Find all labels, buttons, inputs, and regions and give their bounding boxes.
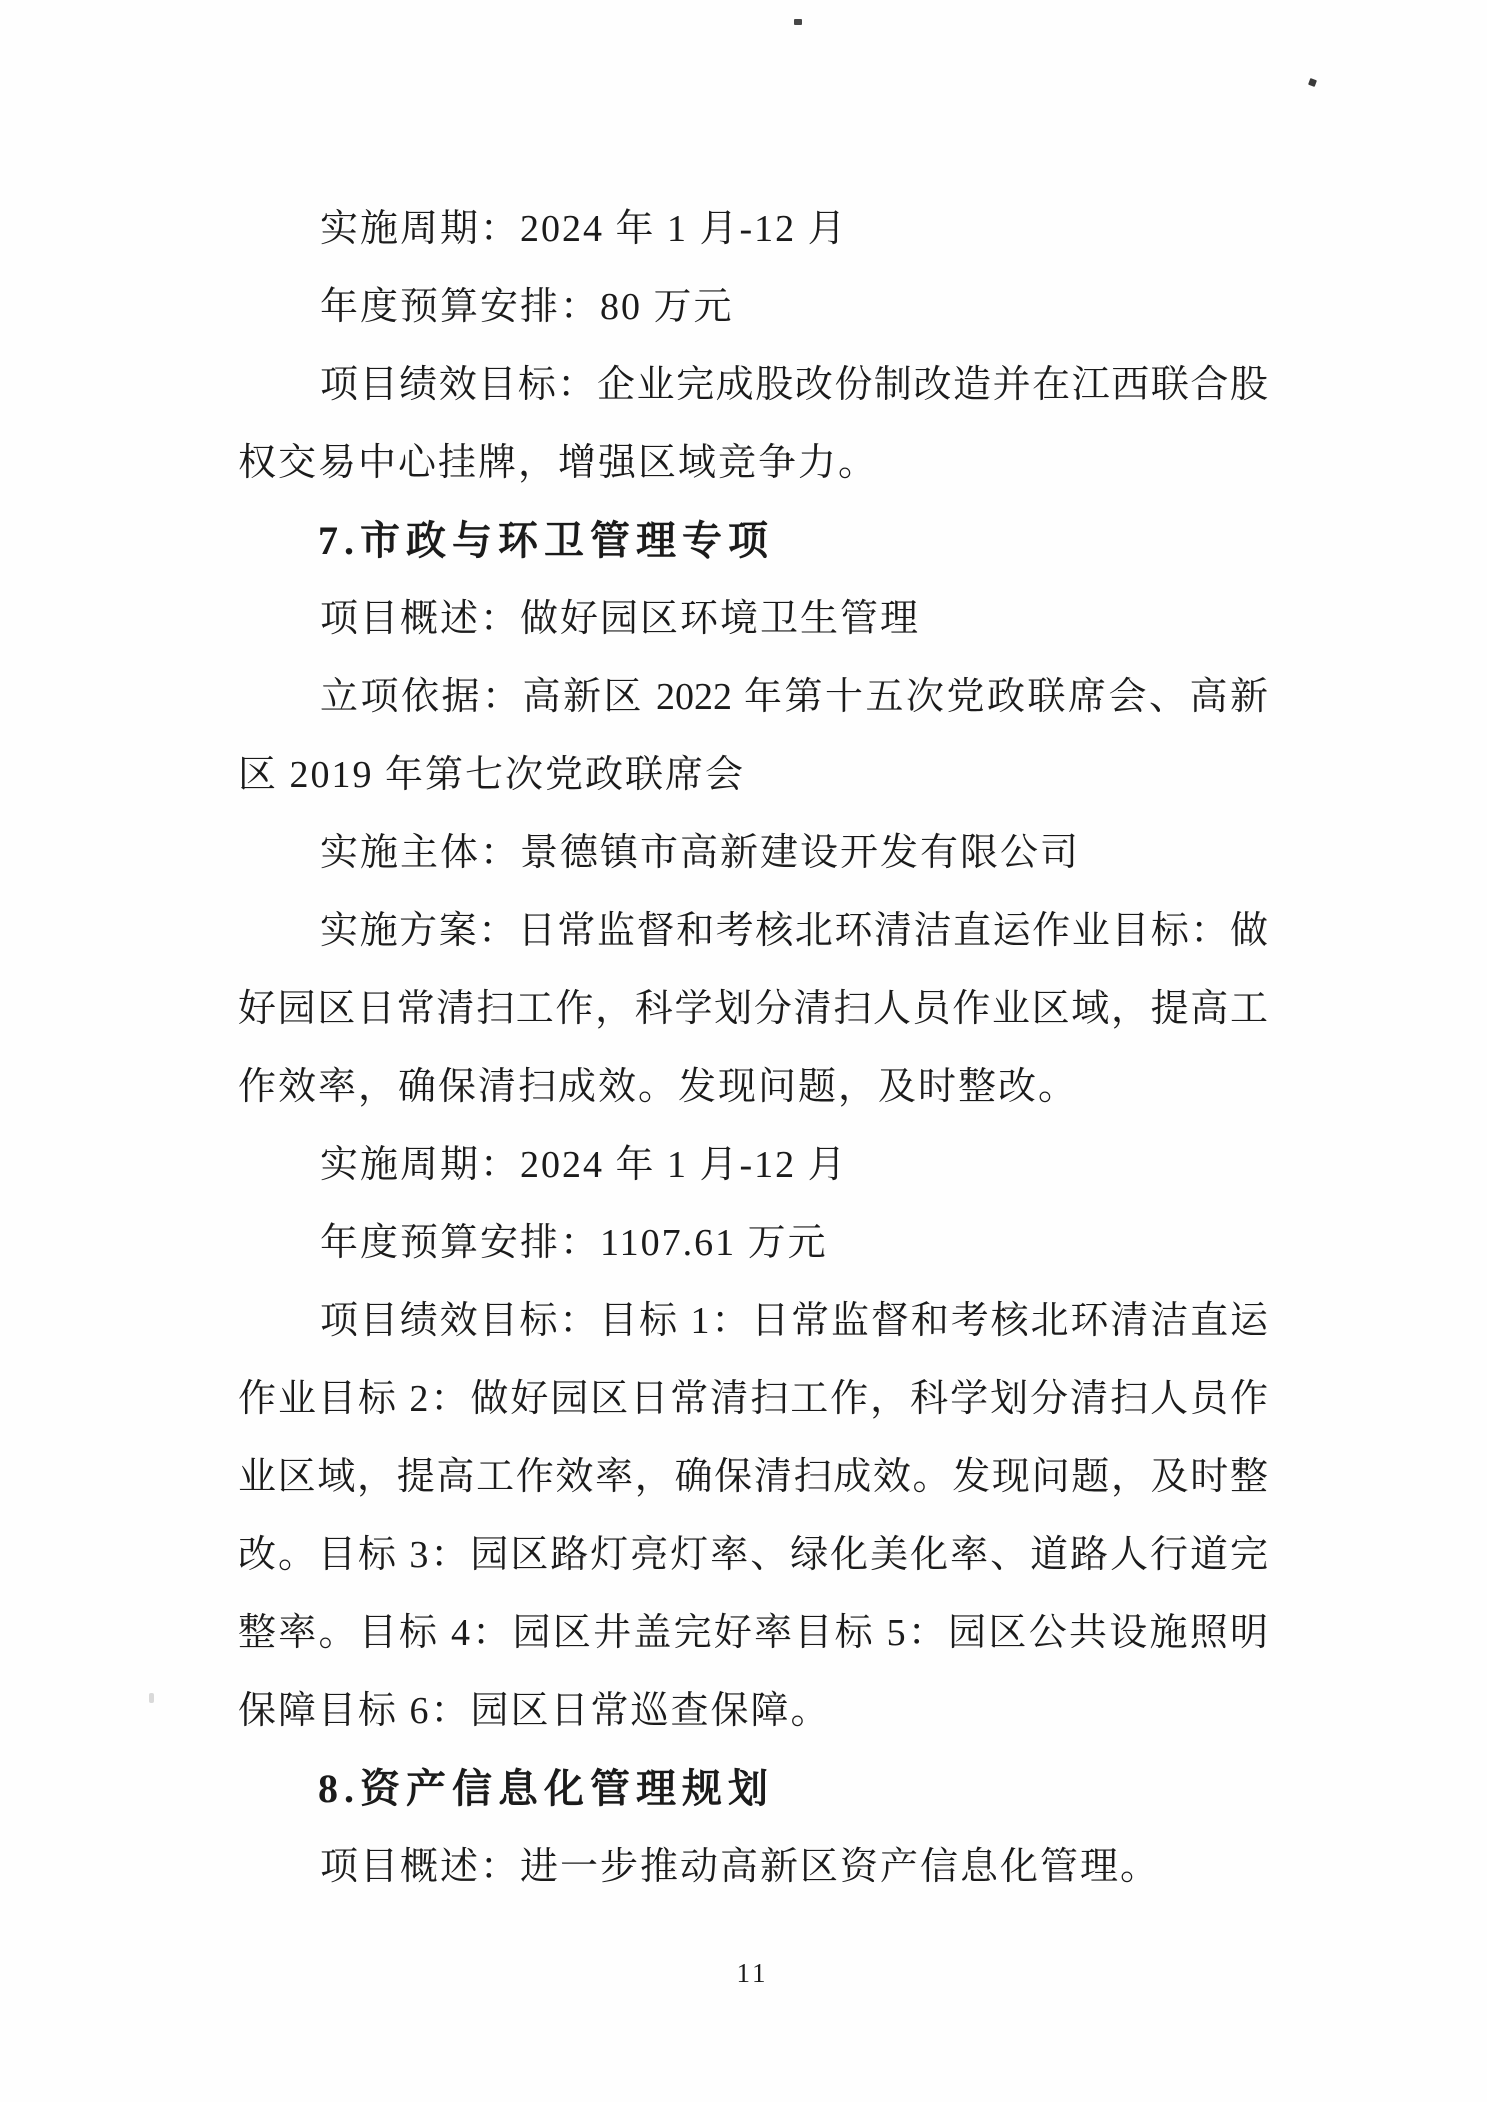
text-line: 实施主体：景德镇市高新建设开发有限公司	[320, 832, 1081, 874]
text-line: 业区域，提高工作效率，确保清扫成效。发现问题，及时整	[238, 1456, 1268, 1498]
document-body	[238, 190, 1268, 1906]
scan-speck	[794, 19, 802, 25]
text-line: 年度预算安排：80 万元	[320, 286, 734, 328]
scan-speck	[1308, 78, 1317, 87]
text-line: 权交易中心挂牌，增强区域竞争力。	[238, 442, 879, 484]
text-line: 好园区日常清扫工作，科学划分清扫人员作业区域，提高工	[238, 988, 1268, 1030]
text-line: 实施方案：日常监督和考核北环清洁直运作业目标：做	[320, 910, 1268, 952]
text-line: 立项依据：高新区 2022 年第十五次党政联席会、高新	[320, 676, 1268, 718]
text-line: 实施周期：2024 年 1 月-12 月	[320, 208, 848, 250]
text-line: 项目概述：进一步推动高新区资产信息化管理。	[320, 1846, 1161, 1888]
section-heading: 7.市政与环卫管理专项	[318, 518, 774, 563]
text-line: 作业目标 2：做好园区日常清扫工作，科学划分清扫人员作	[238, 1378, 1268, 1420]
text-line: 保障目标 6：园区日常巡查保障。	[238, 1690, 831, 1732]
text-line: 项目概述：做好园区环境卫生管理	[320, 598, 921, 640]
text-line: 项目绩效目标：企业完成股改份制改造并在江西联合股	[320, 364, 1268, 406]
text-line: 作效率，确保清扫成效。发现问题，及时整改。	[238, 1066, 1079, 1108]
scan-speck	[149, 1693, 154, 1703]
text-line: 区 2019 年第七次党政联席会	[238, 754, 746, 796]
text-line: 实施周期：2024 年 1 月-12 月	[320, 1144, 848, 1186]
text-line: 改。目标 3：园区路灯亮灯率、绿化美化率、道路人行道完	[238, 1534, 1268, 1576]
page-number: 11	[736, 1958, 769, 1988]
text-line: 年度预算安排：1107.61 万元	[320, 1222, 828, 1264]
section-heading: 8.资产信息化管理规划	[318, 1766, 774, 1811]
text-line: 整率。目标 4：园区井盖完好率目标 5：园区公共设施照明	[238, 1612, 1268, 1654]
text-line: 项目绩效目标：目标 1：日常监督和考核北环清洁直运	[320, 1300, 1268, 1342]
